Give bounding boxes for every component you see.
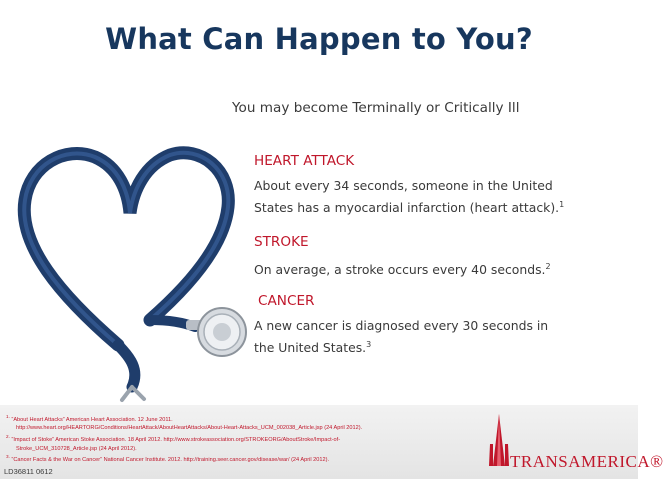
- cancer-body: A new cancer is diagnosed every 30 seconds in the United States.: [254, 318, 549, 356]
- footnote-marker: 2.: [6, 434, 10, 440]
- heart-attack-ref: 1: [559, 200, 565, 209]
- slide-title: What Can Happen to You?: [105, 22, 533, 56]
- footnote-text: “Cancer Facts & the War on Cancer” National Cancer Institute. 2012. http://training.seer.cancer.gov/disease/war/ (24 April 2012).: [11, 456, 330, 463]
- footnote-marker: 3.: [6, 454, 10, 460]
- footnote-1: [6, 413, 426, 424]
- footnotes: [6, 413, 426, 465]
- cancer-ref: 3: [366, 340, 372, 349]
- heart-attack-text: [254, 176, 574, 217]
- stroke-text: [254, 257, 574, 279]
- transamerica-pyramid-icon: [488, 414, 510, 466]
- cancer-text: [254, 316, 564, 357]
- transamerica-logo-text: TRANSAMERICA®: [510, 452, 664, 471]
- footnote-3: [6, 453, 426, 464]
- footnote-2-url: Stroke_UCM_310728_Article.jsp (24 April 2012).: [16, 445, 137, 452]
- footnote-marker: 1.: [6, 414, 10, 419]
- stroke-heading: STROKE: [254, 234, 309, 250]
- heart-attack-body: About every 34 seconds, someone in the United States has a myocardial infarction (heart attack).: [254, 178, 560, 216]
- footnote-text: “Impact of Stoke” American Stoke Association. 18 April 2012. http://www.strokeassociation.org/STROKEORG/AboutStroke/Impact-of-: [11, 436, 341, 443]
- document-code: LD36811 0612: [4, 467, 53, 476]
- footnote-text: “About Heart Attacks” American Heart Association. 12 June 2011.: [11, 416, 173, 423]
- stroke-body: On average, a stroke occurs every 40 seconds.: [254, 262, 546, 278]
- cancer-heading: CANCER: [258, 293, 315, 309]
- heart-attack-heading: HEART ATTACK: [254, 153, 355, 169]
- stroke-ref: 2: [545, 262, 551, 271]
- heart-shaped-stethoscope-icon: [0, 95, 260, 405]
- footnote-2: [6, 433, 426, 444]
- subtitle: You may become Terminally or Critically Ill: [232, 100, 520, 116]
- footnote-1-url: http://www.heart.org/HEARTORG/Conditions/HeartAttack/AboutHeartAttacks/About-Heart-Attacks_UCM_002038_Article.jsp (24 April 2012).: [16, 425, 363, 432]
